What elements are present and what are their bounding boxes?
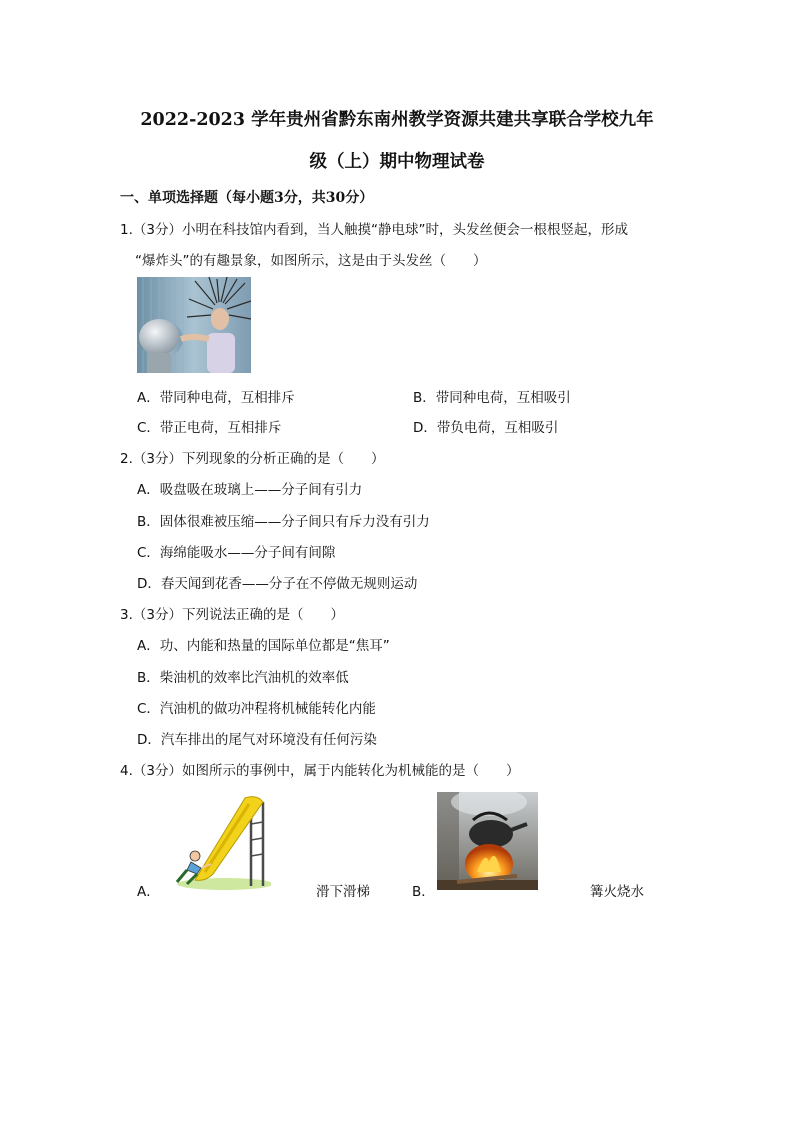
- question-4-option-a-text[interactable]: 滑下滑梯: [316, 884, 370, 900]
- exam-title-line1: 2022-2023 学年贵州省黔东南州教学资源共建共享联合学校九年: [140, 110, 654, 130]
- question-4-option-a-letter[interactable]: A．: [137, 884, 160, 900]
- question-2-option-c[interactable]: C．海绵能吸水——分子间有间隙: [137, 545, 336, 561]
- question-2-stem: 2.（3分）下列现象的分析正确的是（ ）: [120, 451, 385, 467]
- question-2-option-a[interactable]: A．吸盘吸在玻璃上——分子间有引力: [137, 482, 363, 498]
- campfire-picture: [437, 792, 538, 890]
- question-4-option-b-letter[interactable]: B．: [412, 884, 435, 900]
- question-1-stem: 1.（3分）小明在科技馆内看到，当人触摸“静电球”时，头发丝便会一根根竖起，形成: [120, 222, 628, 238]
- question-3-option-d[interactable]: D．汽车排出的尾气对环境没有任何污染: [137, 732, 377, 748]
- static-ball-picture: [137, 277, 251, 373]
- question-1-option-b[interactable]: B．带同种电荷，互相吸引: [413, 390, 571, 406]
- question-3-stem: 3.（3分）下列说法正确的是（ ）: [120, 607, 344, 623]
- question-1-option-a[interactable]: A．带同种电荷，互相排斥: [137, 390, 295, 406]
- question-4-stem: 4.（3分）如图所示的事例中，属于内能转化为机械能的是（ ）: [120, 763, 520, 779]
- section-heading: 一、单项选择题（每小题3分，共30分）: [120, 190, 374, 206]
- question-1-option-c[interactable]: C．带正电荷，互相排斥: [137, 420, 282, 436]
- question-4-option-b-text[interactable]: 篝火烧水: [590, 884, 644, 900]
- question-2-option-d[interactable]: D．春天闻到花香——分子在不停做无规则运动: [137, 576, 418, 592]
- question-3-option-a[interactable]: A．功、内能和热量的国际单位都是“焦耳”: [137, 638, 390, 654]
- question-3-option-b[interactable]: B．柴油机的效率比汽油机的效率低: [137, 670, 349, 686]
- exam-title-line2: 级（上）期中物理试卷: [309, 152, 485, 172]
- slide-picture: [165, 794, 271, 892]
- question-3-option-c[interactable]: C．汽油机的做功冲程将机械能转化内能: [137, 701, 376, 717]
- question-1-option-d[interactable]: D．带负电荷，互相吸引: [413, 420, 559, 436]
- question-1-stem-cont: “爆炸头”的有趣景象，如图所示，这是由于头发丝（ ）: [135, 253, 487, 269]
- question-2-option-b[interactable]: B．固体很难被压缩——分子间只有斥力没有引力: [137, 514, 430, 530]
